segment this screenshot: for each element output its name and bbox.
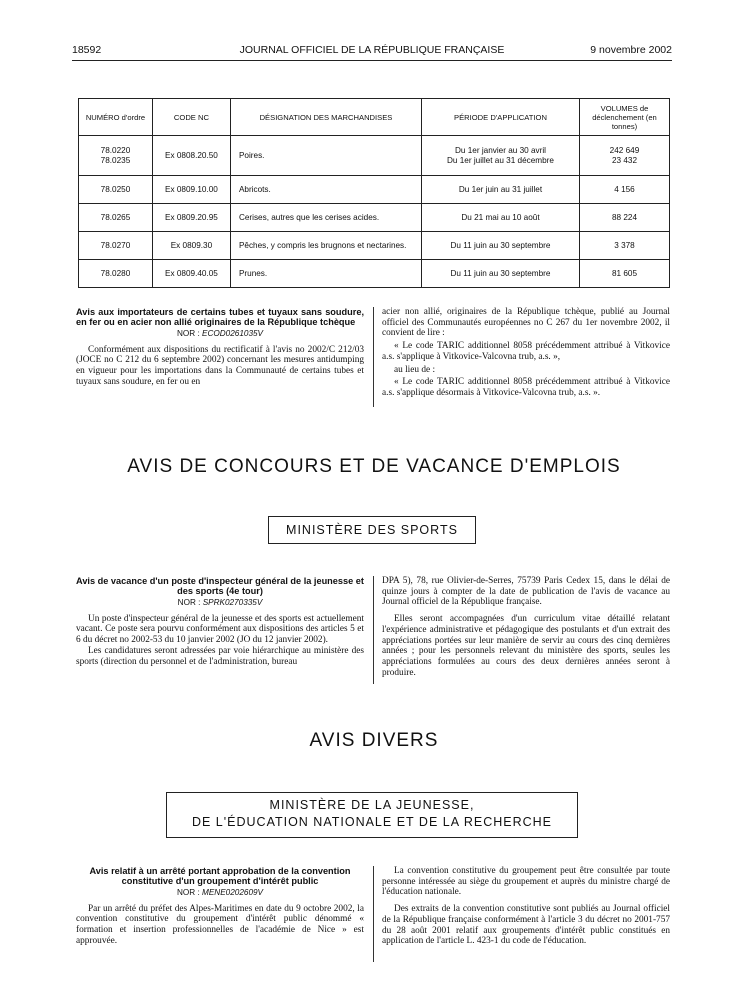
table-cell-designation: Prunes. — [230, 260, 421, 288]
table-cell-volume: 4 156 — [579, 176, 669, 204]
nor-code: MENE0202609V — [202, 888, 264, 897]
table-cell-num: 78.0220 78.0235 — [79, 136, 153, 176]
column-header: CODE NC — [152, 99, 230, 136]
paragraph: acier non allié, originaires de la République tchèque, publié au Journal officiel des Communautés européennes no C 267 du 1er novembre 2002, il convient de lire : — [382, 307, 670, 339]
journal-title: JOURNAL OFFICIEL DE LA RÉPUBLIQUE FRANÇAISE — [239, 44, 505, 56]
nor-reference — [76, 888, 364, 899]
ministry-name: MINISTÈRE DES SPORTS — [286, 523, 458, 537]
table-cell-num: 78.0280 — [79, 260, 153, 288]
paragraph: Par un arrêté du préfet des Alpes-Maritimes en date du 9 octobre 2002, la convention constitutive du groupement d'intérêt public dénommé « formation et insertion professionnelles de l'académie de Nice » est approuvée. — [76, 903, 364, 946]
avis-vacance-left-column — [76, 576, 364, 667]
table-row — [79, 204, 670, 232]
table-cell-volume: 242 649 23 432 — [579, 136, 669, 176]
column-divider — [373, 307, 374, 407]
table-row — [79, 232, 670, 260]
table-cell-num: 78.0265 — [79, 204, 153, 232]
column-header: NUMÉRO d'ordre — [79, 99, 153, 136]
table-row — [79, 136, 670, 176]
avis-tubes-right-column — [382, 307, 670, 399]
nor-label: NOR : — [176, 888, 200, 897]
table-cell-volume: 3 378 — [579, 232, 669, 260]
table-cell-code: Ex 0809.40.05 — [152, 260, 230, 288]
section-title: AVIS DE CONCOURS ET DE VACANCE D'EMPLOIS — [127, 456, 621, 477]
paragraph: Un poste d'inspecteur général de la jeunesse et des sports est actuellement vacant. Ce poste sera pourvu conformément aux dispositions des articles 5 et 6 du décret no 2002-53 du 10 janvier 2002 (JO du 12 janvier 2002). — [76, 613, 364, 646]
nor-label: NOR : — [177, 598, 201, 607]
table-cell-num: 78.0270 — [79, 232, 153, 260]
table-cell-code: Ex 0808.20.50 — [152, 136, 230, 176]
table-cell-num: 78.0250 — [79, 176, 153, 204]
avis-tubes-left-column — [76, 307, 364, 388]
header-rule — [72, 60, 672, 61]
table-cell-designation: Poires. — [230, 136, 421, 176]
avis-tubes-title: Avis aux importateurs de certains tubes et tuyaux sans soudure, en fer ou en acier non allié originaires de la République tchèque — [76, 307, 364, 327]
column-divider — [373, 576, 374, 684]
table-cell-code: Ex 0809.30 — [152, 232, 230, 260]
table-row — [79, 260, 670, 288]
quote: « Le code TARIC additionnel 8058 précédemment attribué à Vitkovice a.s. s'applique désormais à Vitkovice-Valcovna trub, a.s. ». — [382, 377, 670, 398]
issue-date: 9 novembre 2002 — [590, 44, 672, 56]
table-cell-designation: Pêches, y compris les brugnons et nectarines. — [230, 232, 421, 260]
avis-arrete-right-column — [382, 866, 670, 947]
column-divider — [373, 866, 374, 962]
table-header-row — [79, 99, 670, 136]
table-cell-periode: Du 21 mai au 10 août — [422, 204, 580, 232]
nor-code: ECOD0261035V — [202, 329, 264, 338]
paragraph: La convention constitutive du groupement peut être consultée par toute personne intéressée au siège du groupement et auprès du ministre chargé de l'éducation nationale. — [382, 866, 670, 898]
table-cell-periode: Du 1er janvier au 30 avril Du 1er juillet au 31 décembre — [422, 136, 580, 176]
paragraph: Conformément aux dispositions du rectificatif à l'avis no 2002/C 212/03 (JOCE no C 212 du 6 septembre 2002) concernant les mesures antidumping en vigueur pour les importations dans la Communauté de certains tubes et tuyaux sans soudure, en fer ou en — [76, 344, 364, 387]
ministry-name-line2: DE L'ÉDUCATION NATIONALE ET DE LA RECHERCHE — [191, 815, 553, 829]
table-cell-volume: 88 224 — [579, 204, 669, 232]
page-number: 18592 — [72, 44, 102, 56]
paragraph: Les candidatures seront adressées par voie hiérarchique au ministère des sports (direction du personnel et de l'administration, bureau — [76, 645, 364, 667]
column-header: PÉRIODE D'APPLICATION — [422, 99, 580, 136]
avis-vacance-title: Avis de vacance d'un poste d'inspecteur général de la jeunesse et des sports (4e tour) — [76, 576, 364, 596]
table-cell-periode: Du 1er juin au 31 juillet — [422, 176, 580, 204]
ministry-name-line1: MINISTÈRE DE LA JEUNESSE, — [269, 798, 475, 812]
nor-reference — [76, 329, 364, 340]
table-cell-designation: Abricots. — [230, 176, 421, 204]
paragraph: Elles seront accompagnées d'un curriculum vitae détaillé relatant l'expérience administrative et pédagogique des postulants et d'un extrait des appréciations portées sur leur manière de servir au cours des cinq dernières années ; pour les personnels relevant du ministère des sports, seules les appréciations formulées au cours des deux dernières années seront à produire. — [382, 614, 670, 678]
avis-arrete-title: Avis relatif à un arrêté portant approbation de la convention constitutive d'un groupement d'intérêt public — [89, 866, 351, 886]
nor-reference — [76, 598, 364, 609]
table-cell-designation: Cerises, autres que les cerises acides. — [230, 204, 421, 232]
ministry-box — [268, 516, 476, 544]
table-cell-code: Ex 0809.20.95 — [152, 204, 230, 232]
paragraph: au lieu de : — [394, 364, 436, 375]
quote: « Le code TARIC additionnel 8058 précédemment attribué à Vitkovice a.s. s'applique à Vitkovice-Valcovna trub, a.s. », — [382, 341, 670, 362]
tariff-table — [78, 98, 670, 288]
table-cell-periode: Du 11 juin au 30 septembre — [422, 232, 580, 260]
section-title: AVIS DIVERS — [309, 730, 439, 751]
table-cell-volume: 81 605 — [579, 260, 669, 288]
nor-label: NOR : — [176, 329, 200, 338]
table-row — [79, 176, 670, 204]
paragraph: DPA 5), 78, rue Olivier-de-Serres, 75739 Paris Cedex 15, dans le délai de quinze jours à compter de la date de publication de l'avis de vacance au Journal officiel de la République française. — [382, 576, 670, 608]
column-header: DÉSIGNATION DES MARCHANDISES — [230, 99, 421, 136]
column-header: VOLUMES de déclenchement (en tonnes) — [579, 99, 669, 136]
table-cell-code: Ex 0809.10.00 — [152, 176, 230, 204]
ministry-box — [166, 792, 578, 838]
nor-code: SPRK0270335V — [202, 598, 263, 607]
avis-vacance-right-column — [382, 576, 670, 678]
avis-arrete-left-column — [76, 866, 364, 947]
paragraph: Des extraits de la convention constitutive sont publiés au Journal officiel de la République française conformément à l'article 3 du décret no 2001-757 du 28 août 2001 relatif aux groupements d'intérêt public constitués en application de l'article L. 423-1 du code de l'éducation. — [382, 904, 670, 947]
table-cell-periode: Du 11 juin au 30 septembre — [422, 260, 580, 288]
